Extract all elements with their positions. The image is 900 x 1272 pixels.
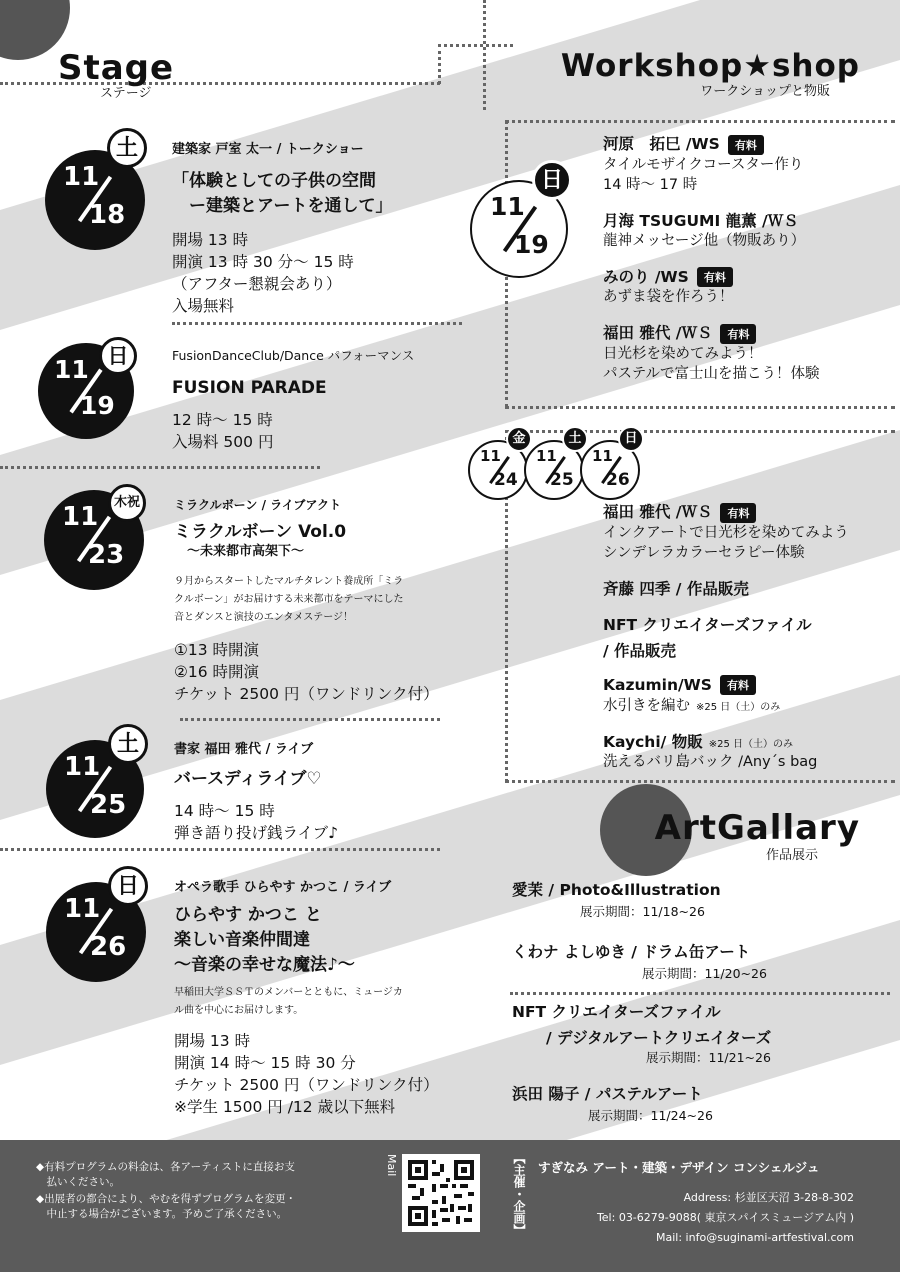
gallery-title: ArtGallary (654, 808, 860, 848)
event-title-line: ー建築とアートを通して」 (172, 196, 393, 216)
paid-badge: 有料 (728, 135, 764, 155)
address: Address: 杉並区天沼 3-28-8-302 (683, 1191, 854, 1204)
stage-subtitle: ステージ (100, 86, 152, 101)
date-badge-11-19: 11 19 (38, 343, 134, 439)
event-head: オペラ歌手 ひらやす かつこ / ライブ (174, 880, 392, 895)
event-body-line: ①13 時開演 (174, 641, 260, 659)
event-head: ミラクルボーン / ライブアクト (174, 498, 342, 512)
gallery-item: NFT クリエイターズファイル / デジタルアートクリエイターズ 展示期間：11/21~26 (512, 1003, 772, 1065)
stage-event-4 (174, 738, 474, 844)
event-head: FusionDanceClub/Dance パフォーマンス (172, 348, 415, 363)
gallery-item: 愛茉 / Photo&Illustration 展示期間：11/18~26 (512, 881, 721, 919)
event-desc-line: 早稲田大学ＳＳＴのメンバーとともに、ミュージカ (174, 987, 403, 998)
dow-badge: 日 (99, 337, 137, 375)
event-title-line: ひらやす かつこ と (174, 905, 322, 925)
workshop-header (540, 48, 860, 99)
date-badge-11-24: 11 24 (468, 440, 528, 500)
event-body-line: 開場 13 時 (172, 231, 249, 249)
event-body-line: ※学生 1500 円 /12 歳以下無料 (174, 1098, 396, 1116)
event-title-line: ～未来都市高架下～ (174, 544, 305, 559)
event-body-line: 入場料 500 円 (172, 433, 274, 451)
dow-badge: 土 (108, 724, 148, 764)
footer (0, 1140, 900, 1272)
date-badge-11-19-ws: 11 19 (470, 180, 568, 278)
paid-badge: 有料 (720, 324, 756, 344)
event-desc-line: ９月からスタートしたマルチタレント養成所「ミラ (174, 576, 404, 587)
event-body-line: 開演 13 時 30 分〜 15 時 (172, 253, 354, 271)
date-badge-11-23: 11 23 (44, 490, 144, 590)
paid-badge: 有料 (720, 675, 756, 695)
event-desc-line: 音とダンスと演技のエンタメステージ！ (174, 612, 353, 623)
date-badge-11-25: 11 25 (46, 740, 144, 838)
ws-item: 福田 雅代 /ＷＳ 有料 日光杉を染めてみよう！ パステルで富士山を描こう！体験 (603, 324, 820, 382)
ws-item: Kaychi/ 物販 ※25 日（土）のみ 洗えるバリ島バック /Any´s bag (603, 733, 818, 770)
ws-item: 斉藤 四季 / 作品販売 (603, 579, 749, 598)
qr-code-icon[interactable] (402, 1154, 480, 1232)
dow-badge: 土 (562, 426, 588, 452)
event-body-line: 弾き語り投げ銭ライブ♪ (174, 824, 338, 842)
contact-info (597, 1188, 854, 1248)
workshop-group-1 (603, 132, 893, 384)
event-desc-line: クルボーン」がお届けする未来都市をテーマにした (174, 594, 404, 605)
mail-address[interactable]: Mail: info@suginami-artfestival.com (656, 1231, 854, 1244)
dow-badge: 日 (108, 866, 148, 906)
stage-event-3 (174, 496, 484, 705)
dow-badge: 金 (506, 426, 532, 452)
event-head: 建築家 戸室 太一 / トークショー (172, 142, 364, 157)
event-body-line: ②16 時開演 (174, 663, 260, 681)
gallery-subtitle: 作品展示 (765, 848, 818, 863)
stage-event-5 (174, 876, 484, 1118)
stage-title: Stage (58, 48, 175, 88)
ws-item: 福田 雅代 /ＷＳ 有料 インクアートで日光杉を染めてみよう シンデレラカラーセラピー体験 (603, 503, 849, 561)
event-body-line: チケット 2500 円（ワンドリンク付） (174, 685, 439, 703)
ws-item: NFT クリエイターズファイル / 作品販売 (603, 615, 812, 660)
stage-event-1 (172, 138, 472, 317)
date-badge-11-25-ws: 11 25 (524, 440, 584, 500)
date-badge-11-26: 11 26 (46, 882, 146, 982)
event-title-line: ミラクルボーン Vol.0 (174, 522, 347, 542)
workshop-group-2 (603, 500, 893, 772)
date-badge-11-26-ws: 11 26 (580, 440, 640, 500)
gallery-item: くわナ よしゆき / ドラム缶アート 展示期間：11/20~26 (512, 943, 767, 981)
ws-item: 月海 TSUGUMI 龍薫 /ＷＳ 龍神メッセージ他（物販あり） (603, 211, 806, 249)
tel: Tel: 03-6279-9088( 東京スパイスミュージアム内 ) (596, 1211, 854, 1224)
organizer-label: 【主催・企画】 (512, 1152, 526, 1236)
workshop-title: Workshop★shop (560, 48, 860, 84)
event-body-line: チケット 2500 円（ワンドリンク付） (174, 1076, 439, 1094)
paid-badge: 有料 (720, 503, 756, 523)
dow-badge: 木祝 (108, 484, 146, 522)
stage-header (58, 48, 174, 101)
gallery-header (650, 808, 860, 863)
event-title-line: バースディライブ♡ (174, 769, 322, 789)
event-title-line: FUSION PARADE (172, 378, 327, 398)
event-desc-line: ル曲を中心にお届けします。 (174, 1005, 304, 1016)
ws-item: Kazumin/WS 有料 水引きを編む ※25 日（土）のみ (603, 675, 781, 714)
ws-item: 河原 拓巳 /WS 有料 タイルモザイクコースター作り 14 時〜 17 時 (603, 135, 804, 193)
date-badge-11-18: 11 18 (45, 150, 145, 250)
ws-item: みのり /WS 有料 あずま袋を作ろう！ (603, 267, 734, 305)
footer-note: ◆出展者の都合により、やむを得ずプログラムを変更・ 中止する場合がございます。予めご了承ください。 (36, 1193, 296, 1220)
event-title-line: 楽しい音楽仲間達 (174, 930, 310, 950)
event-head: 書家 福田 雅代 / ライブ (174, 742, 314, 757)
stage-event-2 (172, 346, 472, 453)
footer-note: ◆有料プログラムの料金は、各アーティストに直接お支 払いください。 (36, 1161, 295, 1188)
event-body-line: 入場無料 (172, 297, 235, 315)
event-body-line: 14 時〜 15 時 (174, 802, 275, 820)
dow-badge: 日 (532, 160, 572, 200)
dow-badge: 日 (618, 426, 644, 452)
event-title-line: ～音楽の幸せな魔法♪～ (174, 955, 355, 975)
organizer-name: すぎなみ アート・建築・デザイン コンシェルジュ (538, 1160, 820, 1175)
event-body-line: 開演 14 時〜 15 時 30 分 (174, 1054, 356, 1072)
event-title-line: 「体験としての子供の空間 (172, 171, 376, 191)
workshop-subtitle: ワークショップと物販 (700, 84, 830, 99)
event-body-line: 12 時〜 15 時 (172, 411, 273, 429)
event-body-line: （アフター懇親会あり） (172, 275, 342, 293)
dow-badge: 土 (107, 128, 147, 168)
paid-badge: 有料 (697, 267, 733, 287)
gallery-item: 浜田 陽子 / パステルアート 展示期間：11/24~26 (512, 1085, 713, 1123)
event-body-line: 開場 13 時 (174, 1032, 251, 1050)
mail-label: Mail (385, 1154, 398, 1177)
